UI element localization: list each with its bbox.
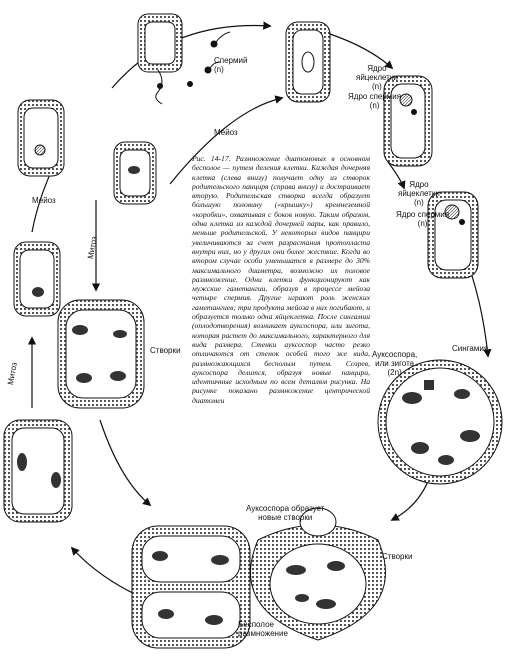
label-asexual: Бесполое размножение bbox=[238, 620, 288, 638]
diatom-cell-top-center bbox=[286, 22, 330, 102]
label-egg-nucleus-mid: Ядро яйцеклетки (n) bbox=[398, 180, 440, 207]
diatom-cell-inner-top bbox=[114, 142, 156, 204]
dividing-cell-pair bbox=[132, 526, 250, 648]
diatom-cell-left-bottom bbox=[4, 420, 72, 522]
label-meiosis-left: Мейоз bbox=[32, 196, 56, 205]
diatom-cell-left-top bbox=[18, 100, 64, 176]
diatom-cell-left-mid bbox=[14, 242, 60, 316]
label-mitosis-2: Митоз bbox=[6, 361, 19, 386]
label-sperm-nucleus-mid: Ядро спермия (n) bbox=[396, 210, 450, 228]
label-egg-nucleus-top: Ядро яйцеклетки (n) bbox=[356, 64, 398, 91]
arrow-top-to-right bbox=[330, 34, 392, 68]
figure-caption: Рис. 14-17. Размножение диатомовых в основном бесполое — путем деления клетки. Каждая дочерняя клетка (слева внизу) получает одну из створок родительского панциря (справа внизу) и достраивает вторую. Родительская створка всегда образует бо́льшую половину («крышку») кремнеземной «коробки», охватывая с боков новую. Таким образом, одна клетка из каждой дочерней пары, как правило, меньше родительской. У некоторых видов панцири увеличиваются за счет разрастания протопласта внутри них, но у других они более жесткие. Когда во втором случае особи уменьшатся в размере до 30% максимального диаметра, возможно их половое размножение. Одни клетки функционируют как мужские гаметангии, образуя в процессе мейоза четыре спермия. Другие играют роль женских гаметангиев; три продукта мейоза в них погибают, и образуется только одна яйцеклетка. После сингамии (оплодотворения) возникает ауксоспора, или зигота, которая растет до максимального, характерного для вида размера. Стенки ауксоспор часто резко отличаются от стенок особей того же вида, размножающихся бесполым путем. Созрев, ауксоспора делится, образуя новые панцири, идентичные исходным по всем деталям рисунка. На рисунке показано размножение центрической диатомеи bbox=[192, 154, 370, 405]
arrow-inner-bottom-left bbox=[100, 420, 150, 505]
label-auxospore-new-valves: Ауксоспора образует новые створки bbox=[246, 504, 325, 522]
diatom-cell-inner-valves bbox=[58, 300, 144, 408]
arrow-auxo-to-division bbox=[392, 476, 430, 520]
label-valves-left: Створки bbox=[150, 346, 181, 355]
label-auxospore: Ауксоспора, или зигота (2n) bbox=[372, 350, 418, 377]
label-sperm-nucleus-top: Ядро спермия (n) bbox=[348, 92, 402, 110]
label-valves-right: Створки bbox=[382, 552, 413, 561]
label-syngamy: Сингамия bbox=[452, 344, 489, 353]
auxospore-cell bbox=[378, 360, 502, 484]
label-meiosis-top: Мейоз bbox=[214, 128, 238, 137]
label-mitosis-1: Митоз bbox=[86, 235, 99, 260]
label-sperm: Спермий (n) bbox=[214, 56, 248, 74]
diatom-cell-top-left bbox=[138, 14, 182, 104]
